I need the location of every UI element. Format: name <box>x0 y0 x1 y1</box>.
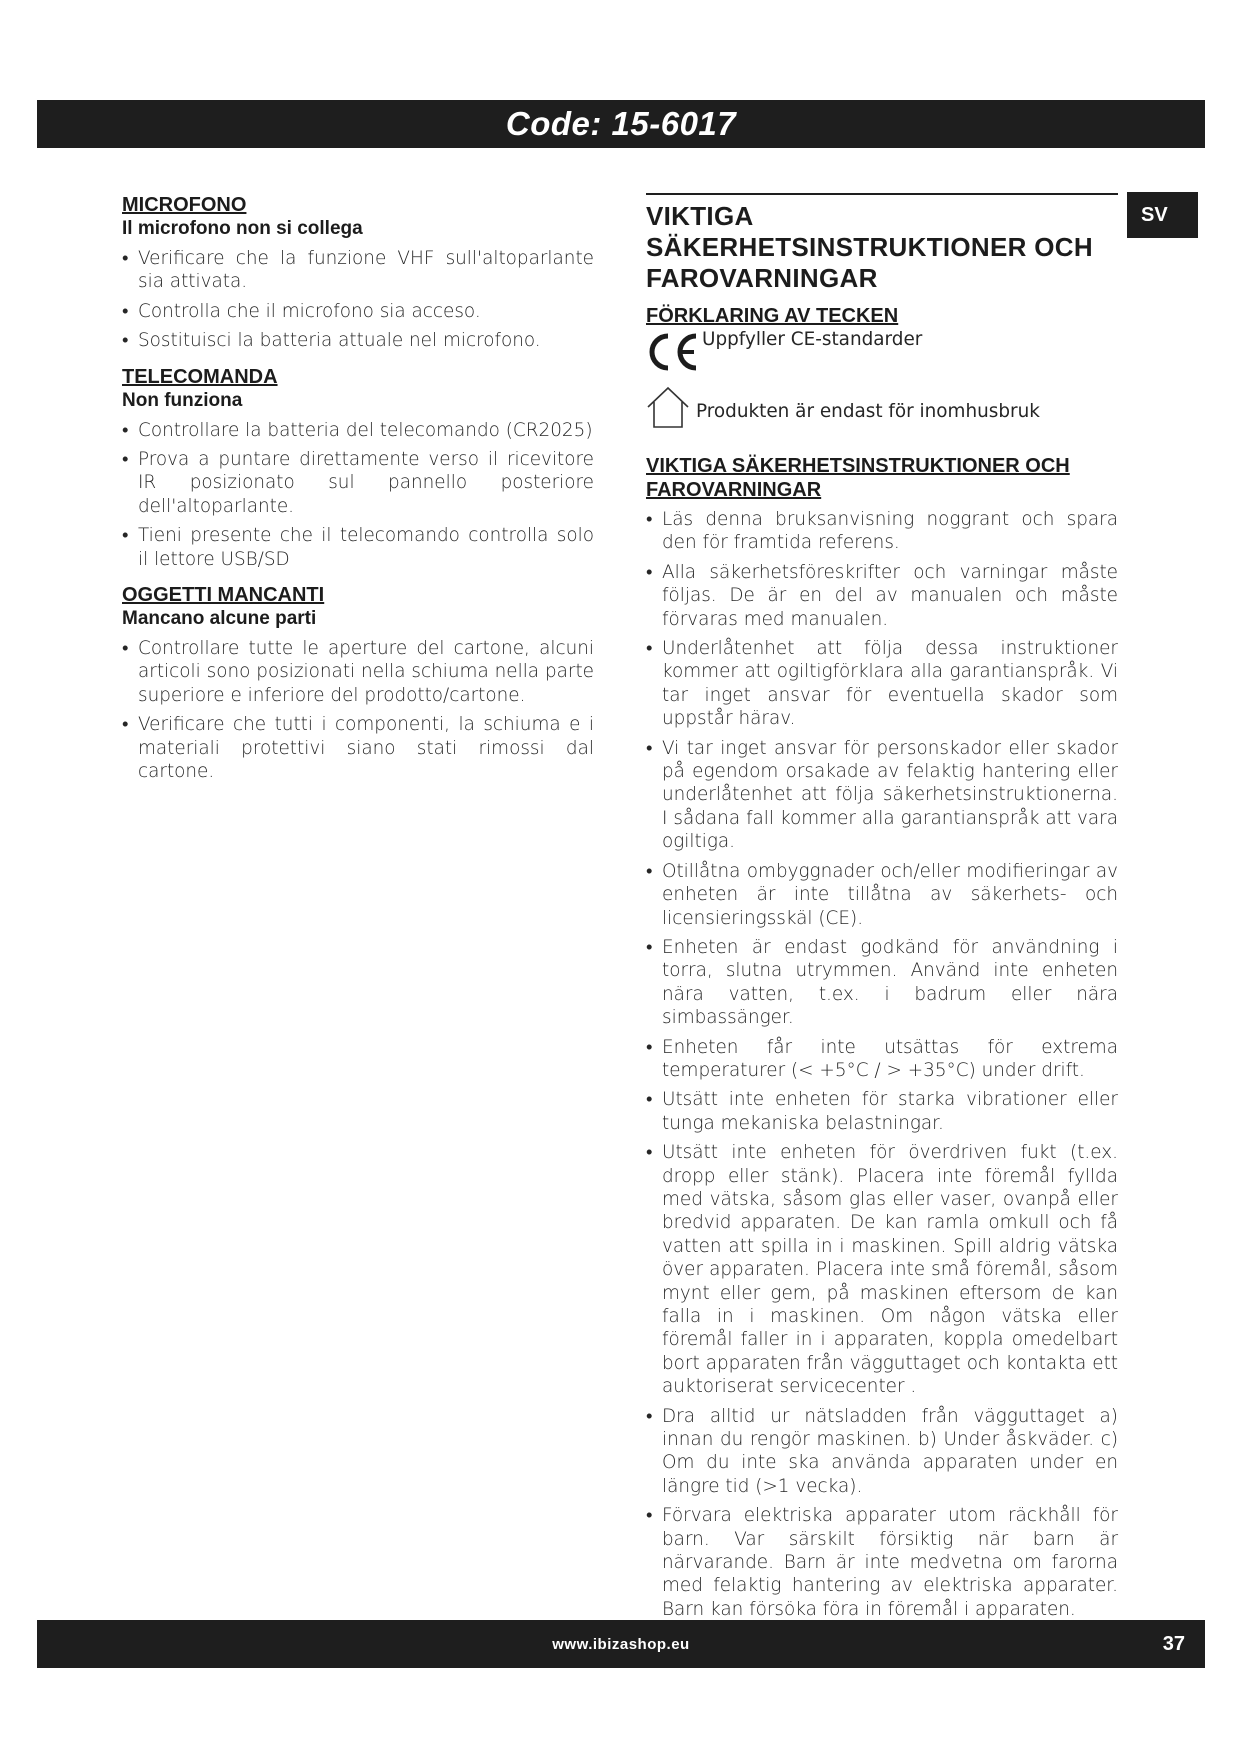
list-item: • Controllare la batteria del telecomando (CR2025) <box>122 419 594 442</box>
section-microfono <box>122 193 594 353</box>
language-code: SV <box>1141 203 1168 226</box>
section-title: OGGETTI MANCANTI <box>122 584 325 607</box>
indoor-text: Produkten är endast för inomhusbruk <box>696 400 1040 422</box>
page-number: 37 <box>1162 1632 1185 1655</box>
ce-text: Uppfyller CE-standarder <box>702 329 923 350</box>
list-item: • Tieni presente che il telecomando controlla solo il lettore USB/SD <box>122 524 594 571</box>
section-subtitle: Mancano alcune parti <box>122 608 317 630</box>
section-title: MICROFONO <box>122 194 247 216</box>
title-rule <box>646 193 1118 195</box>
language-tab <box>1127 192 1198 238</box>
footer-bar <box>37 1620 1205 1668</box>
list-item: • Sostituisci la batteria attuale nel microfono. <box>122 329 594 352</box>
list-item: • Otillåtna ombyggnader och/eller modifieringar av enheten är inte tillåtna av säkerhets- och licensieringsskäl (CE). <box>646 860 1118 930</box>
house-icon <box>646 385 690 431</box>
list-item: • Alla säkerhetsföreskrifter och varningar måste följas. De är en del av manualen och måste förvaras med manualen. <box>646 561 1118 631</box>
section-subtitle: Non funziona <box>122 389 243 411</box>
list-item: • Prova a puntare direttamente verso il ricevitore IR posizionato sul pannello posteriore dell'altoparlante. <box>122 448 594 518</box>
list-item: • Verificare che tutti i componenti, la schiuma e i materiali protettivi siano stati rimossi dal cartone. <box>122 713 594 783</box>
list-item: • Dra alltid ur nätsladden från vägguttaget a) innan du rengör maskinen. b) Under åskväder. c) Om du inte ska använda apparaten under en längre tid (>1 vecka). <box>646 1405 1118 1499</box>
list-item: • Controllare tutte le aperture del cartone, alcuni articoli sono posizionati nella schiuma nella parte superiore e inferiore del prodotto/cartone. <box>122 637 594 707</box>
section-subtitle: Il microfono non si collega <box>122 218 363 239</box>
ce-row <box>646 330 1118 374</box>
safety-title: VIKTIGA SÄKERHETSINSTRUKTIONER OCH FAROVARNINGAR <box>646 455 1070 501</box>
list-item: • Controlla che il microfono sia acceso. <box>122 300 594 323</box>
section-oggetti-mancanti <box>122 583 594 783</box>
list-item: • Underlåtenhet att följa dessa instruktioner kommer att ogiltigförklara alla garantianspråk. Vi tar inget ansvar för eventuella skador som uppstår härav. <box>646 637 1118 731</box>
list-item: • Utsätt inte enheten för starka vibrationer eller tunga mekaniska belastningar. <box>646 1088 1118 1135</box>
safety-list <box>646 508 1118 1621</box>
main-title: VIKTIGA SÄKERHETSINSTRUKTIONER OCH FAROVARNINGAR <box>646 201 1093 293</box>
left-column <box>122 193 594 796</box>
ce-mark-icon <box>646 330 702 374</box>
symbols-title: FÖRKLARING AV TECKEN <box>646 305 899 327</box>
header-bar <box>37 100 1205 148</box>
list-item: • Enheten får inte utsättas för extrema temperaturer (< +5°C / > +35°C) under drift. <box>646 1036 1118 1083</box>
list-item: • Verificare che la funzione VHF sull'altoparlante sia attivata. <box>122 247 594 294</box>
list-item: • Vi tar inget ansvar för personskador eller skador på egendom orsakade av felaktig hantering eller underlåtenhet att följa säkerhetsinstruktionerna. I sådana fall kommer alla garantianspråk att vara ogiltiga. <box>646 737 1118 854</box>
list-item: • Enheten är endast godkänd för användning i torra, slutna utrymmen. Använd inte enheten nära vatten, t.ex. i badrum eller nära simbassänger. <box>646 936 1118 1030</box>
list-item: • Läs denna bruksanvisning noggrant och spara den för framtida referens. <box>646 508 1118 555</box>
section-title: TELECOMANDA <box>122 365 278 388</box>
product-code: Code: 15-6017 <box>505 105 737 142</box>
indoor-row <box>646 382 1118 434</box>
footer-url[interactable]: www.ibizashop.eu <box>552 1635 690 1653</box>
right-column <box>646 193 1118 1633</box>
section-telecomanda <box>122 365 594 571</box>
list-item: • Utsätt inte enheten för överdriven fukt (t.ex. dropp eller stänk). Placera inte föremål fyllda med vätska, såsom glas eller vaser, ovanpå eller bredvid apparaten. De kan ramla omkull och få vatten att spilla in i maskinen. Spill aldrig vätska över apparaten. Placera inte små föremål, såsom mynt eller gem, på maskinen eftersom de kan falla in i maskinen. Om någon vätska eller föremål faller in i apparaten, koppla omedelbart bort apparaten från vägguttaget och kontakta ett auktoriserat servicecenter . <box>646 1141 1118 1398</box>
list-item: • Förvara elektriska apparater utom räckhåll för barn. Var särskilt försiktig när barn är närvarande. Barn är inte medvetna om farorna med felaktig hantering av elektriska apparater. Barn kan försöka föra in föremål i apparaten. <box>646 1504 1118 1621</box>
